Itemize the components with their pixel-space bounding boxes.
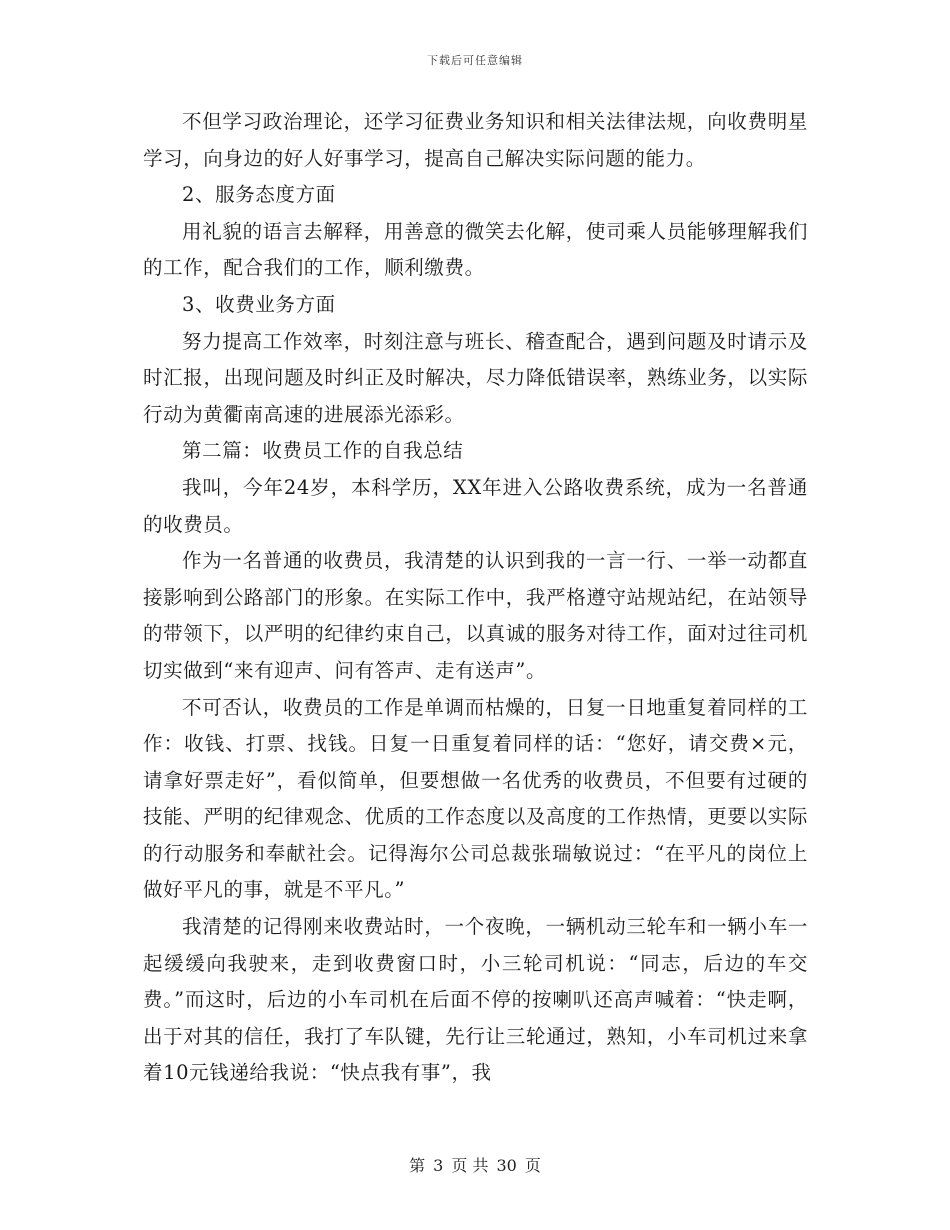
paragraph-toll-business: 努力提高工作效率，时刻注意与班长、稽查配合，遇到问题及时请示及时汇报，出现问题及时纠正及时解决，尽力降低错误率，熟练业务，以实际行动为黄衢南高速的进展添光添彩。 [143, 329, 808, 426]
footer-middle: 页 共 [451, 1156, 489, 1175]
page-footer [0, 1153, 950, 1176]
paragraph-intro: 我叫，今年24岁，本科学历，XX年进入公路收费系统，成为一名普通的收费员。 [143, 475, 808, 536]
footer-suffix: 页 [524, 1156, 541, 1175]
paragraph-routine: 不可否认，收费员的工作是单调而枯燥的，日复一日地重复着同样的工作：收钱、打票、找钱。日复一日重复着同样的话：“您好，请交费×元，请拿好票走好”，看似简单，但要想做一名优秀的收费员，不但要有过硬的技能、严明的纪律观念、优质的工作态度以及高度的工作热情，更要以实际的行动服务和奉献社会。记得海尔公司总裁张瑞敏说过：“在平凡的岗位上做好平凡的事，就是不平凡。” [143, 695, 808, 902]
footer-total-pages: 30 [496, 1156, 517, 1175]
paragraph-study: 不但学习政治理论，还学习征费业务知识和相关法律法规，向收费明星学习，向身边的好人好事学习，提高自己解决实际问题的能力。 [143, 110, 808, 170]
page-header: 下载后可任意编辑 [427, 54, 523, 67]
paragraph-story: 我清楚的记得刚来收费站时，一个夜晚，一辆机动三轮车和一辆小车一起缓缓向我驶来，走到收费窗口时，小三轮司机说：“同志，后边的车交费。”而这时，后边的小车司机在后面不停的按喇叭还高声喊着：“快走啊，出于对其的信任，我打了车队键，先行让三轮通过，熟知，小车司机过来拿着10元钱递给我说：“快点我有事”，我 [143, 915, 808, 1085]
section-heading-toll-business: 3、收费业务方面 [182, 292, 336, 316]
section-heading-service-attitude: 2、服务态度方面 [182, 183, 336, 207]
footer-prefix: 第 [409, 1156, 426, 1175]
paragraph-service-attitude: 用礼貌的语言去解释，用善意的微笑去化解，使司乘人员能够理解我们的工作，配合我们的工作，顺利缴费。 [143, 219, 808, 280]
footer-page-number: 3 [433, 1156, 444, 1175]
document-body [143, 104, 808, 1092]
chapter-title-second: 第二篇：收费员工作的自我总结 [182, 439, 464, 463]
paragraph-awareness: 作为一名普通的收费员，我清楚的认识到我的一言一行、一举一动都直接影响到公路部门的形象。在实际工作中，我严格遵守站规站纪，在站领导的带领下，以严明的纪律约束自己，以真诚的服务对待工作，面对过往司机切实做到“来有迎声、问有答声、走有送声”。 [143, 549, 808, 682]
